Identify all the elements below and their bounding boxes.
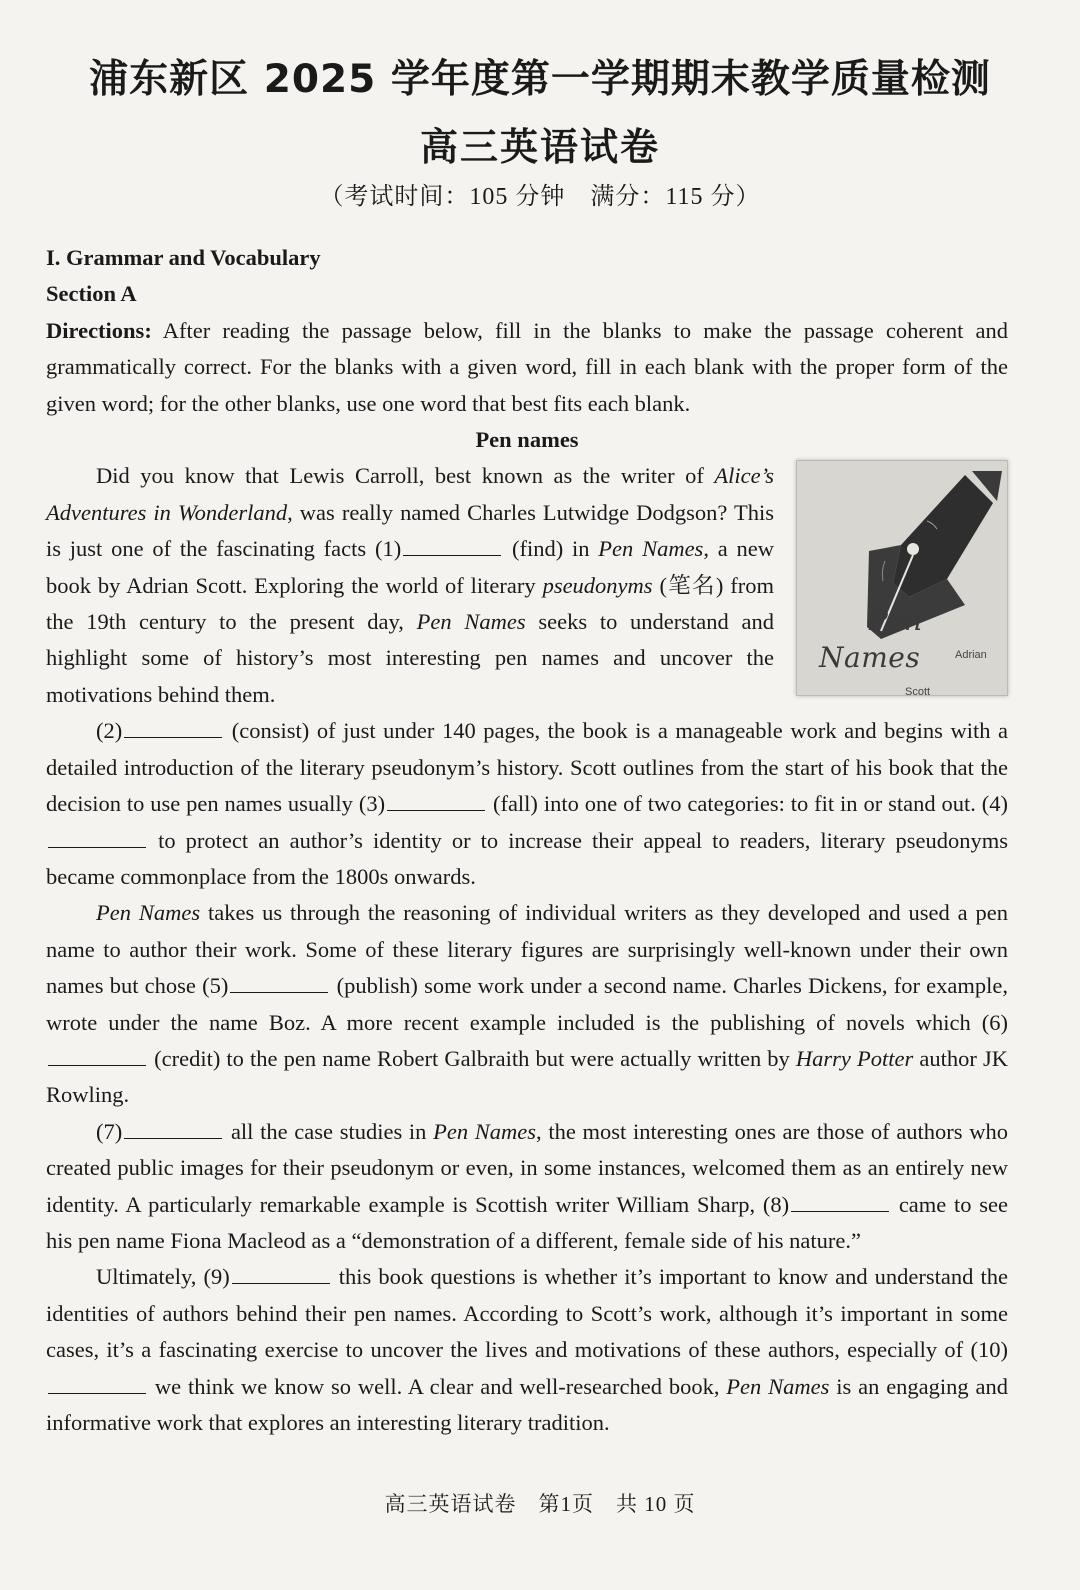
text-run: Did you know that Lewis Carroll, best known as the writer of bbox=[96, 463, 715, 489]
book-title-italic: Alice’s Adventures in Wonderland bbox=[46, 463, 774, 525]
blank-1[interactable] bbox=[403, 535, 501, 556]
text-run: (find) in bbox=[503, 536, 599, 562]
text-run: takes us through the reasoning of individual writers as they developed and used a pen name to author their work. Some of these literary figures are surprisingly well-known under their own names but chose (5) bbox=[46, 900, 1008, 999]
paragraph-2 bbox=[46, 713, 1008, 895]
term-italic: pseudonyms bbox=[542, 572, 653, 598]
page-footer: 高三英语试卷 第1页 共 10 页 bbox=[384, 1492, 696, 1516]
paragraph-5 bbox=[46, 1259, 1008, 1441]
text-run: this book questions is whether it’s important to know and understand the identities of authors behind their pen names. According to Scott’s work, although it’s important in some cases, it’s a fascinating exercise to uncover the lives and motivations of these authors, especially of (10) bbox=[46, 1264, 1008, 1363]
paragraph-4 bbox=[46, 1114, 1008, 1260]
book-title-italic: Pen Names bbox=[726, 1373, 830, 1399]
part-heading: I. Grammar and Vocabulary bbox=[46, 245, 321, 270]
book-title-italic: Pen Names bbox=[433, 1118, 537, 1144]
cover-title: Pen Names bbox=[819, 604, 923, 674]
text-run: (credit) to the pen name Robert Galbraith but were actually written by bbox=[148, 1045, 796, 1071]
text-run: (笔名) from the 19th century to the present day, bbox=[46, 572, 774, 635]
exam-subtitle: 高三英语试卷 bbox=[419, 125, 660, 169]
text-run: , the most interesting ones are those of authors who created public images for their pseudonym or even, in some instances, welcomed them as an entirely new identity. A particularly remarkable example is Scottish writer William Sharp, (8) bbox=[46, 1118, 1008, 1217]
text-run: (publish) some work under a second name. Charles Dickens, for example, wrote under the name Boz. A more recent example included is the publishing of novels which (6) bbox=[46, 973, 1008, 1035]
cover-author: Adrian Scott bbox=[905, 649, 987, 698]
book-title-italic: Pen Names bbox=[598, 536, 704, 562]
passage-title: Pen names bbox=[475, 427, 579, 453]
book-title-italic: Pen Names bbox=[96, 900, 201, 926]
exam-info: （考试时间：105 分钟 满分：115 分） bbox=[319, 184, 761, 210]
text-run: we think we know so well. A clear and well-researched book, bbox=[148, 1373, 727, 1399]
text-run: , a new book by Adrian Scott. Exploring the world of literary bbox=[46, 536, 775, 598]
blank-4[interactable] bbox=[48, 827, 146, 848]
text-run: (consist) of just under 140 pages, the book is a manageable work and begins with a detailed introduction of the literary pseudonym’s history. Scott outlines from the start of his book that the decision to use pen names usually (3) bbox=[46, 718, 1008, 817]
directions bbox=[46, 313, 1008, 422]
blank-3[interactable] bbox=[387, 790, 485, 811]
book-cover-image bbox=[796, 460, 1008, 696]
book-title-italic: Pen Names bbox=[416, 609, 526, 635]
text-run: seeks to understand and highlight some of history’s most interesting pen names and uncover the motivations behind them. bbox=[46, 609, 774, 707]
text-run: to protect an author’s identity or to increase their appeal to readers, literary pseudonyms became commonplace from the 1800s onwards. bbox=[46, 827, 1008, 889]
section-heading: Section A bbox=[46, 281, 137, 307]
text-run: , was really named Charles Lutwidge Dodgson? This is just one of the fascinating facts (1) bbox=[46, 499, 775, 562]
blank-2[interactable] bbox=[124, 717, 222, 738]
blank-9[interactable] bbox=[232, 1263, 330, 1284]
blank-6[interactable] bbox=[48, 1045, 146, 1066]
exam-content bbox=[46, 240, 1008, 1441]
text-run: (2) bbox=[96, 718, 123, 744]
blank-5[interactable] bbox=[230, 972, 328, 993]
blank-8[interactable] bbox=[791, 1191, 889, 1212]
blank-10[interactable] bbox=[48, 1373, 146, 1394]
text-run: (7) bbox=[96, 1118, 123, 1144]
text-run: all the case studies in bbox=[224, 1118, 434, 1144]
paragraph-1 bbox=[46, 458, 1008, 713]
book-title-italic: Harry Potter bbox=[795, 1045, 914, 1071]
directions-text: After reading the passage below, fill in the blanks to make the passage coherent and grammatically correct. For the blanks with a given word, fill in each blank with the proper form of the given word; for the other blanks, use one word that best fits each blank. bbox=[46, 317, 1008, 416]
text-run: (fall) into one of two categories: to fit in or stand out. (4) bbox=[487, 791, 1008, 817]
text-run: Ultimately, (9) bbox=[96, 1264, 230, 1290]
directions-label: Directions: bbox=[46, 317, 152, 343]
text-run: is an engaging and informative work that explores an interesting literary tradition. bbox=[46, 1373, 1009, 1435]
blank-7[interactable] bbox=[124, 1118, 222, 1139]
paragraph-3 bbox=[46, 895, 1008, 1113]
text-run: author JK Rowling. bbox=[46, 1045, 1008, 1108]
exam-title: 浦东新区 2025 学年度第一学期期末教学质量检测 bbox=[89, 57, 991, 102]
text-run: came to see his pen name Fiona Macleod as a “demonstration of a different, female side of his nature.” bbox=[46, 1191, 1008, 1253]
